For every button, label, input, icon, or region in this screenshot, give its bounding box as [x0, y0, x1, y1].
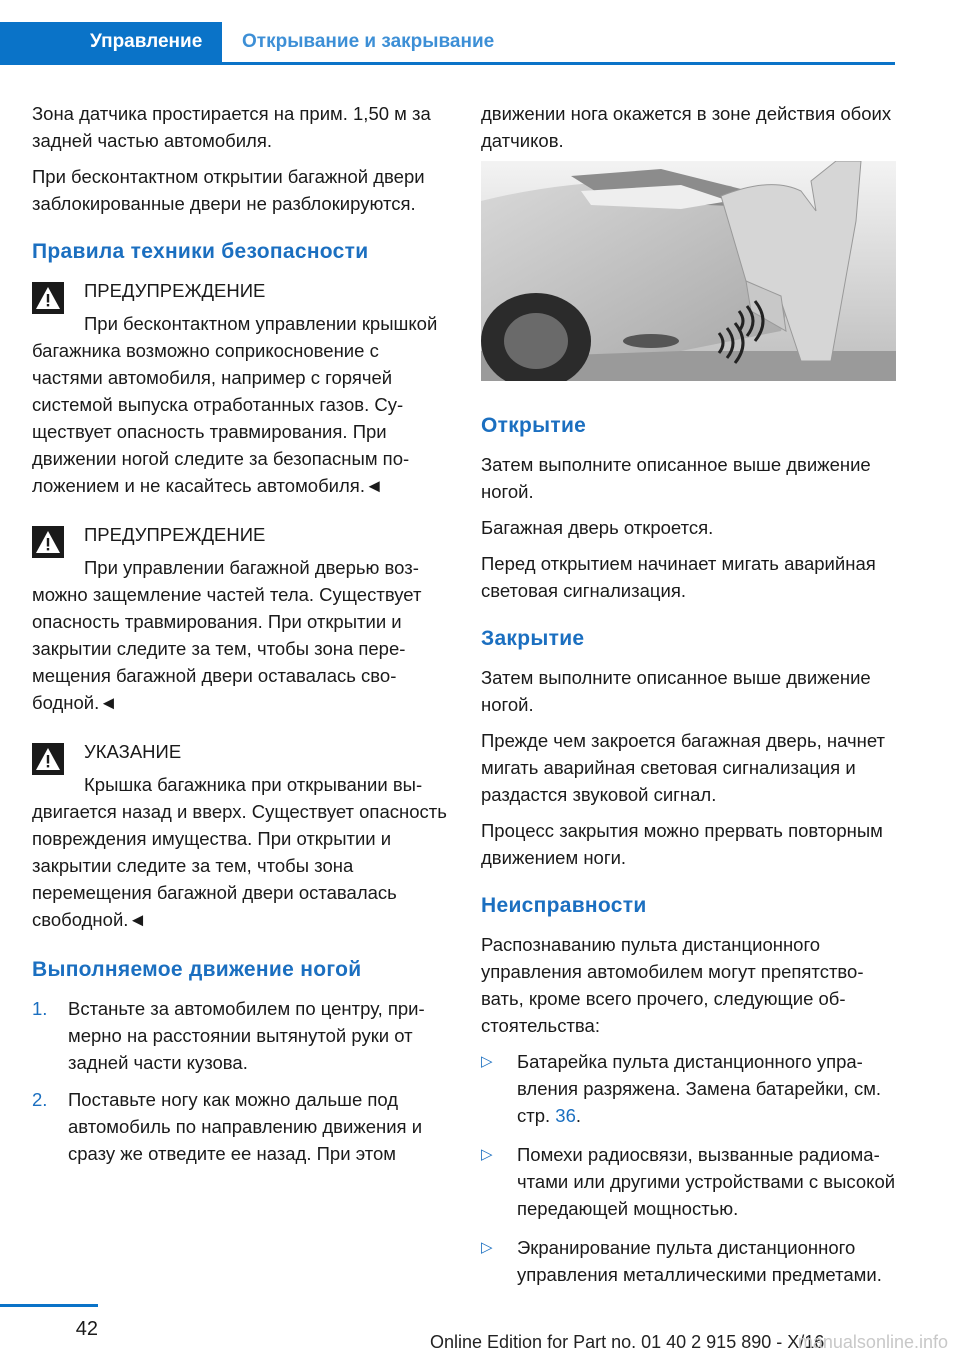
triangle-bullet-icon: ▷: [481, 1053, 493, 1070]
kick-sensor-illustration: [481, 161, 896, 381]
note-text: Крышка багажника при открывании выдвигается назад и вверх. Существует опасность повреждения имущества. При открытии и закрытии следите за тем, чтобы зона перемещения багажной двери оставалась свободной.◄: [32, 774, 447, 930]
list-item: [32, 1086, 447, 1167]
triangle-bullet-icon: ▷: [481, 1239, 493, 1256]
list-item: [481, 1234, 896, 1288]
paragraph: Прежде чем закроется багажная дверь, начнет мигать аварийная световая сигнализация и раздастся звуковой сигнал.: [481, 730, 885, 805]
warning-text: При бесконтактном управлении крышкой багажника возможно соприкосновение с частями автомобиля, например с горячей системой выпуска отработанных газов. Существует опасность травмирования. При движении ногой следите за безопасным положением и не касайтесь автомобиля.◄: [32, 313, 438, 496]
paragraph: Зона датчика простирается на прим. 1,50 м за задней частью автомобиля.: [32, 103, 431, 151]
paragraph: Багажная дверь откроется.: [481, 517, 714, 538]
list-item-end: .: [575, 1105, 582, 1126]
right-column: [481, 100, 896, 1300]
triangle-bullet-icon: ▷: [481, 1146, 493, 1163]
warning-heading: ПРЕДУПРЕЖДЕНИЕ: [84, 280, 266, 301]
section-heading-open: Открытие: [481, 414, 587, 437]
step-text: Встаньте за автомобилем по центру, примерно на расстоянии вытянутой руки от задней части кузова.: [68, 998, 425, 1073]
section-heading-safety: Правила техники безопасности: [32, 240, 369, 263]
caution-icon: [32, 743, 64, 775]
warning-block: [32, 277, 447, 499]
warning-icon: [32, 282, 64, 314]
edition-text: Online Edition for Part no. 01 40 2 915 890 - X/16: [430, 1332, 825, 1352]
paragraph: Перед открытием начинает мигать аварийная световая сигнализация.: [481, 553, 876, 601]
note-heading: УКАЗАНИЕ: [84, 741, 182, 762]
paragraph: Процесс закрытия можно прервать повторным движением ноги.: [481, 820, 883, 868]
paragraph: движении нога окажется в зоне действия обоих датчиков.: [481, 103, 892, 151]
list-item-text: Экранирование пульта дистанционного управления металлическими предметами.: [517, 1237, 882, 1285]
warning-text: При управлении багажной дверью возможно защемление частей тела. Существует опасность травмирования. При открытии и закрытии следите за тем, чтобы зона перемещения багажной двери оставалась свободной.◄: [32, 557, 422, 713]
list-item: [481, 1141, 896, 1222]
list-item: [481, 1048, 896, 1129]
section-heading-close: Закрытие: [481, 627, 585, 650]
tab-control[interactable]: [0, 22, 222, 62]
section-heading-faults: Неисправности: [481, 894, 647, 917]
paragraph: Распознаванию пульта дистанционного управления автомобилем могут препятствовать, кроме всего прочего, следующие обстоятельства:: [481, 934, 864, 1036]
header-bar: [0, 22, 895, 65]
step-text: Поставьте ногу как можно дальше под автомобиль по направлению движения и сразу же отведите ее назад. При этом: [68, 1089, 423, 1164]
page-number: 42: [75, 1318, 98, 1340]
faults-list: [481, 1048, 896, 1288]
tab-control-label: Управление: [90, 31, 203, 52]
warning-block: [32, 521, 447, 716]
step-number: 2.: [32, 1089, 48, 1110]
paragraph: При бесконтактном открытии багажной двери заблокированные двери не разблокируются.: [32, 166, 425, 214]
left-column: [32, 100, 447, 1177]
steps-list: [32, 995, 447, 1167]
paragraph: Затем выполните описанное выше движение ногой.: [481, 454, 871, 502]
note-block: [32, 738, 447, 933]
tab-opening-closing[interactable]: Открывание и закрывание: [242, 31, 495, 52]
section-heading-movement: Выполняемое движение ногой: [32, 958, 362, 981]
warning-icon: [32, 526, 64, 558]
step-number: 1.: [32, 998, 48, 1019]
list-item: [32, 995, 447, 1076]
list-item-text: Помехи радиосвязи, вызванные радиомачтами или другими устройствами с высокой передающей мощностью.: [517, 1144, 896, 1219]
list-item-text: Батарейка пульта дистанционного управления разряжена. Замена батарейки, см. стр.: [517, 1051, 882, 1126]
page-link[interactable]: 36: [555, 1105, 576, 1126]
warning-heading: ПРЕДУПРЕЖДЕНИЕ: [84, 524, 266, 545]
paragraph: Затем выполните описанное выше движение ногой.: [481, 667, 871, 715]
footer-rule: [0, 1304, 98, 1307]
watermark: manualsonline.info: [797, 1332, 948, 1352]
